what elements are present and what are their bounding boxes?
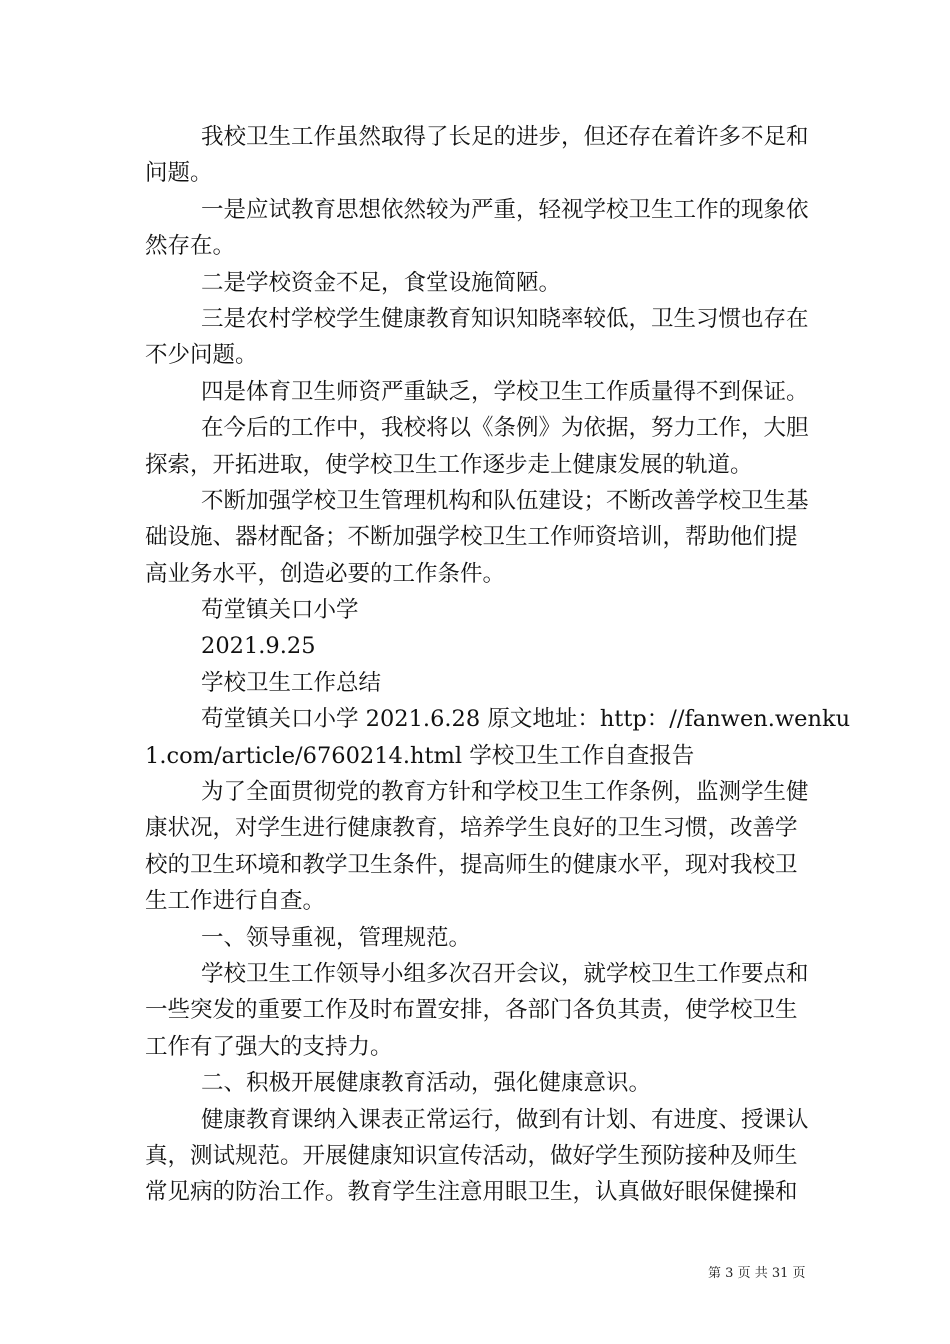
text-line: 然存在。 bbox=[145, 233, 236, 260]
text-line: 苟堂镇关口小学 bbox=[201, 597, 359, 624]
paragraph bbox=[145, 592, 807, 628]
text-line: 三是农村学校学生健康教育知识知晓率较低，卫生习惯也存在 bbox=[201, 305, 809, 332]
text-line: 我校卫生工作虽然取得了长足的进步，但还存在着许多不足和 bbox=[201, 124, 809, 150]
paragraph bbox=[145, 920, 807, 956]
footer-suffix: 页 bbox=[792, 1266, 806, 1281]
text-line: 健康教育课纳入课表正常运行，做到有计划、有进度、授课认 bbox=[201, 1106, 809, 1133]
text-line: 常见病的防治工作。教育学生注意用眼卫生，认真做好眼保健操和 bbox=[145, 1179, 798, 1206]
footer-middle: 页 共 bbox=[737, 1266, 768, 1281]
text-line: 二、积极开展健康教育活动，强化健康意识。 bbox=[201, 1070, 652, 1097]
page-footer bbox=[708, 1262, 806, 1281]
footer-total-pages: 31 bbox=[771, 1266, 789, 1281]
text-line: 2021.9.25 bbox=[201, 633, 316, 660]
text-line: 一、领导重视，管理规范。 bbox=[201, 924, 472, 951]
paragraph bbox=[145, 119, 807, 192]
text-line: 真，测试规范。开展健康知识宣传活动，做好学生预防接种及师生 bbox=[145, 1142, 798, 1169]
text-line: 探索，开拓进取，使学校卫生工作逐步走上健康发展的轨道。 bbox=[145, 451, 753, 478]
footer-current-page: 3 bbox=[725, 1266, 734, 1281]
paragraph bbox=[145, 628, 807, 664]
paragraph bbox=[145, 1065, 807, 1101]
footer-prefix: 第 bbox=[708, 1266, 722, 1281]
text-line: 二是学校资金不足，食堂设施简陋。 bbox=[201, 269, 562, 296]
paragraph bbox=[145, 1102, 807, 1211]
paragraph bbox=[145, 665, 807, 701]
text-line: 生工作进行自查。 bbox=[145, 888, 326, 915]
paragraph bbox=[145, 410, 807, 483]
text-line: 础设施、器材配备；不断加强学校卫生工作师资培训，帮助他们提 bbox=[145, 524, 798, 551]
text-line: 康状况，对学生进行健康教育，培养学生良好的卫生习惯，改善学 bbox=[145, 815, 798, 842]
text-line: 问题。 bbox=[145, 160, 213, 187]
text-line: 四是体育卫生师资严重缺乏，学校卫生工作质量得不到保证。 bbox=[201, 378, 809, 405]
text-line: 在今后的工作中，我校将以《条例》为依据，努力工作，大胆 bbox=[201, 415, 809, 442]
paragraph bbox=[145, 301, 807, 374]
text-line: 校的卫生环境和教学卫生条件，提高师生的健康水平，现对我校卫 bbox=[145, 851, 798, 878]
text-line: 一是应试教育思想依然较为严重，轻视学校卫生工作的现象依 bbox=[201, 196, 809, 223]
paragraph bbox=[145, 483, 807, 592]
text-line: 高业务水平，创造必要的工作条件。 bbox=[145, 560, 506, 587]
document-body bbox=[145, 119, 851, 1211]
text-line: 学校卫生工作总结 bbox=[201, 669, 382, 696]
paragraph bbox=[145, 956, 807, 1065]
paragraph bbox=[145, 774, 807, 920]
text-line: 1.com/article/6760214.html 学校卫生工作自查报告 bbox=[145, 742, 695, 769]
text-line: 学校卫生工作领导小组多次召开会议，就学校卫生工作要点和 bbox=[201, 960, 809, 987]
text-line: 苟堂镇关口小学 2021.6.28 原文地址：http：//fanwen.wenku bbox=[201, 706, 851, 733]
paragraph bbox=[145, 374, 807, 410]
paragraph bbox=[145, 192, 807, 265]
text-line: 不断加强学校卫生管理机构和队伍建设；不断改善学校卫生基 bbox=[201, 487, 809, 514]
text-line: 工作有了强大的支持力。 bbox=[145, 1033, 393, 1060]
text-line: 不少问题。 bbox=[145, 342, 258, 369]
text-line: 为了全面贯彻党的教育方针和学校卫生工作条例，监测学生健 bbox=[201, 779, 809, 806]
paragraph bbox=[145, 701, 851, 774]
paragraph bbox=[145, 265, 807, 301]
text-line: 一些突发的重要工作及时布置安排，各部门各负其责，使学校卫生 bbox=[145, 997, 798, 1024]
